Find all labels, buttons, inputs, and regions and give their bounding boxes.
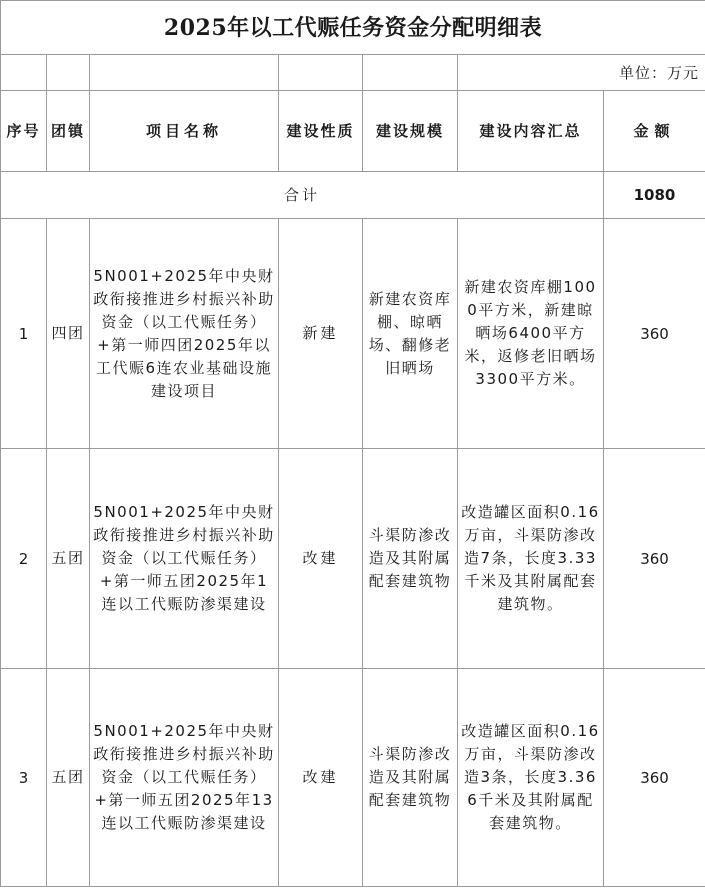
row-index: 3 [1,669,47,887]
unit-label: 单位：万元 [458,55,705,91]
blank-cell [90,55,279,91]
table-row [1,219,705,449]
row-content: 新建农资库棚1000平方米，新建晾晒场6400平方米，返修老旧晒场3300平方米。 [458,219,604,449]
row-index: 1 [1,219,47,449]
row-project: 5N001+2025年中央财政衔接推进乡村振兴补助资金（以工代赈任务）+第一师五团2025年1连以工代赈防渗渠建设 [90,449,279,669]
header-nature: 建设性质 [279,91,363,172]
header-amount: 金额 [604,91,705,172]
blank-cell [1,55,47,91]
row-amount: 360 [604,449,705,669]
row-regiment: 五团 [47,449,90,669]
header-project: 项目名称 [90,91,279,172]
total-label: 合计 [1,172,604,219]
header-regiment: 团镇 [47,91,90,172]
table-row [1,449,705,669]
row-amount: 360 [604,219,705,449]
row-project: 5N001+2025年中央财政衔接推进乡村振兴补助资金（以工代赈任务）+第一师四团2025年以工代赈6连农业基础设施建设项目 [90,219,279,449]
row-nature: 改建 [279,449,363,669]
row-nature: 新建 [279,219,363,449]
row-index: 2 [1,449,47,669]
row-scale: 斗渠防渗改造及其附属配套建筑物 [363,669,458,887]
header-scale: 建设规模 [363,91,458,172]
blank-cell [363,55,458,91]
row-nature: 改建 [279,669,363,887]
header-content: 建设内容汇总 [458,91,604,172]
row-regiment: 五团 [47,669,90,887]
table-title: 2025年以工代赈任务资金分配明细表 [1,1,705,55]
row-amount: 360 [604,669,705,887]
blank-cell [279,55,363,91]
total-amount: 1080 [604,172,705,219]
row-content: 改造罐区面积0.16万亩，斗渠防渗改造3条，长度3.366千米及其附属配套建筑物。 [458,669,604,887]
row-project: 5N001+2025年中央财政衔接推进乡村振兴补助资金（以工代赈任务）+第一师五团2025年13连以工代赈防渗渠建设 [90,669,279,887]
blank-cell [47,55,90,91]
header-index: 序号 [1,91,47,172]
row-regiment: 四团 [47,219,90,449]
row-scale: 新建农资库棚、晾晒场、翻修老旧晒场 [363,219,458,449]
row-content: 改造罐区面积0.16万亩，斗渠防渗改造7条，长度3.33千米及其附属配套建筑物。 [458,449,604,669]
table-row [1,669,705,887]
row-scale: 斗渠防渗改造及其附属配套建筑物 [363,449,458,669]
